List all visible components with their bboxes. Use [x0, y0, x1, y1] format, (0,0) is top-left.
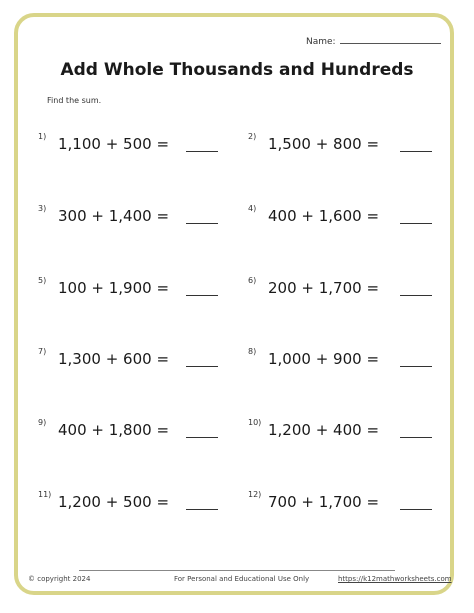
problem-number: 11): [38, 490, 52, 499]
problem-number: 6): [248, 276, 257, 285]
answer-blank[interactable]: [186, 223, 218, 224]
problem-expression: 1,300 + 600 =: [58, 350, 170, 368]
answer-blank[interactable]: [186, 437, 218, 438]
answer-blank[interactable]: [400, 223, 432, 224]
problem-expression: 700 + 1,700 =: [268, 493, 380, 511]
problem-expression: 100 + 1,900 =: [58, 279, 170, 297]
problem-expression: 300 + 1,400 =: [58, 207, 170, 225]
problem-number: 12): [248, 490, 262, 499]
problem-expression: 400 + 1,800 =: [58, 421, 170, 439]
footer-link[interactable]: https://k12mathworksheets.com: [338, 575, 452, 583]
answer-blank[interactable]: [400, 437, 432, 438]
answer-blank[interactable]: [400, 151, 432, 152]
footer-usage: For Personal and Educational Use Only: [174, 575, 310, 583]
problem-expression: 1,100 + 500 =: [58, 135, 170, 153]
answer-blank[interactable]: [400, 295, 432, 296]
problem-number: 3): [38, 204, 47, 213]
name-blank[interactable]: [340, 35, 441, 44]
name-field: [306, 35, 441, 47]
answer-blank[interactable]: [186, 509, 218, 510]
answer-blank[interactable]: [400, 366, 432, 367]
answer-blank[interactable]: [186, 151, 218, 152]
footer-copyright: © copyright 2024: [28, 575, 91, 583]
problem-number: 8): [248, 347, 257, 356]
problem-expression: 400 + 1,600 =: [268, 207, 380, 225]
problem-number: 9): [38, 418, 47, 427]
problem-number: 5): [38, 276, 47, 285]
problem-expression: 200 + 1,700 =: [268, 279, 380, 297]
footer-divider: [79, 570, 395, 571]
problem-number: 4): [248, 204, 257, 213]
instructions: Find the sum.: [47, 96, 102, 105]
answer-blank[interactable]: [186, 295, 218, 296]
problem-expression: 1,000 + 900 =: [268, 350, 380, 368]
worksheet-title: Add Whole Thousands and Hundreds: [60, 60, 414, 80]
answer-blank[interactable]: [400, 509, 432, 510]
problem-expression: 1,200 + 500 =: [58, 493, 170, 511]
problem-number: 2): [248, 132, 257, 141]
name-label: Name:: [306, 37, 336, 47]
problem-number: 10): [248, 418, 262, 427]
problem-number: 1): [38, 132, 47, 141]
problem-expression: 1,500 + 800 =: [268, 135, 380, 153]
problem-expression: 1,200 + 400 =: [268, 421, 380, 439]
problem-number: 7): [38, 347, 47, 356]
answer-blank[interactable]: [186, 366, 218, 367]
